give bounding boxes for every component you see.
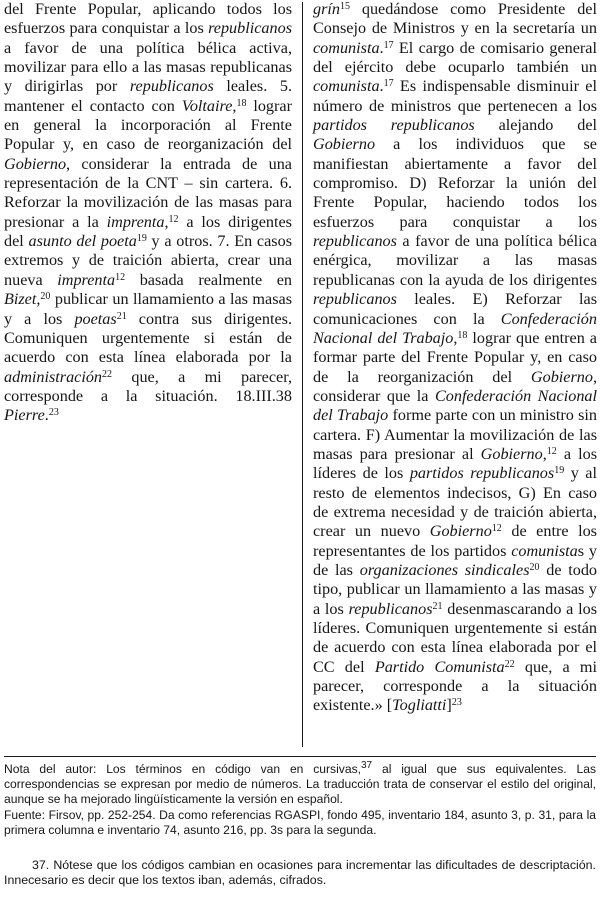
- right-column: [313, 0, 597, 716]
- footnote-text: 37. Nótese que los códigos cambian en ocasiones para incrementar las dificultades de descriptación. Innecesario es decir que los textos iban, además, cifrados.: [4, 858, 596, 888]
- footnote-rule: [4, 756, 596, 757]
- right-column-text: grín$^{15}$ quedándose como Presidente del Consejo de Ministros y en la secretaría un comunista.$^{17}$ El cargo de comisario general del ejército debe ocuparlo también un comunista.$^{17}$ Es indispensable disminuir el número de ministros que pertenecen a los partidos republicanos alejando del Gobierno a los individuos que se manifiestan abiertamente a favor del compromiso. D) Reforzar la unión del Frente Popular, haciendo todos los esfuerzos para conquistar a los republicanos a favor de una política bélica enérgica, movilizar a las masas republicanas con la ayuda de los dirigentes republicanos leales. E) Reforzar las comunicaciones con la Confederación Nacional del Trabajo,$^{18}$ lograr que entren a formar parte del Frente Popular y, en caso de la reorganización del Gobierno, considerar que la Confederación Nacional del Trabajo forme parte con un ministro sin cartera. F) Aumentar la movilización de las masas para presionar al Gobierno,$^{12}$ a los líderes de los partidos republicanos$^{19}$ y al resto de elementos indecisos, G) En caso de extrema necesidad y de traición abierta, crear un nuevo Gobierno$^{12}$ de entre los representantes de los partidos comunistas y de las organizaciones sindicales$^{20}$ de todo tipo, publicar un llamamiento a las masas y a los republicanos$^{21}$ desenmascarando a los líderes. Comuniquen urgentemente si están de acuerdo con esta línea elaborada por el CC del Partido Comunista$^{22}$ que, a mi parecer, corresponde a la situación existente.» [Togliatti]$^{23}$: [313, 0, 598, 715]
- source-line: Fuente: Firsov, pp. 252-254. Da como referencias RGASPI, fondo 495, inventario 184, asunto 3, p. 31, para la primera columna e inventario 74, asunto 216, pp. 3s para la segunda.: [4, 807, 596, 837]
- author-note: [4, 762, 596, 838]
- column-divider: [302, 2, 303, 747]
- footnote: [4, 858, 596, 889]
- left-column: [4, 0, 292, 426]
- left-column-text: del Frente Popular, aplicando todos los esfuerzos para conquistar a los republicanos a favor de una política bélica activa, movilizar para ello a las masas republicanas y dirigirlas por republicanos leales. 5. mantener el contacto con Voltaire,$^{18}$ lograr en general la incorporación al Frente Popular y, en caso de reorganización del Gobierno, considerar la entrada de una representación de la CNT – sin cartera. 6. Reforzar la movilización de las masas para presionar a la imprenta,$^{12}$ a los dirigentes del asunto del poeta$^{19}$ y a otros. 7. En casos extremos y de traición abierta, crear una nueva imprenta$^{12}$ basada realmente en Bizet,$^{20}$ publicar un llamamiento a las masas y a los poetas$^{21}$ contra sus dirigentes. Comuniquen urgentemente si están de acuerdo con esta línea elaborada por la administración$^{22}$ que, a mi parecer, corresponde a la situación. 18.III.38 Pierre.$^{23}$: [4, 0, 292, 425]
- author-note-line: Nota del autor: Los términos en código van en cursivas,$^{37}$ al igual que sus equivalentes. Las correspondencias se expresan por medio de números. La traducción trata de conservar el estilo del original, aunque se ha mejorado lingüísticamente la versión en español.: [4, 760, 596, 807]
